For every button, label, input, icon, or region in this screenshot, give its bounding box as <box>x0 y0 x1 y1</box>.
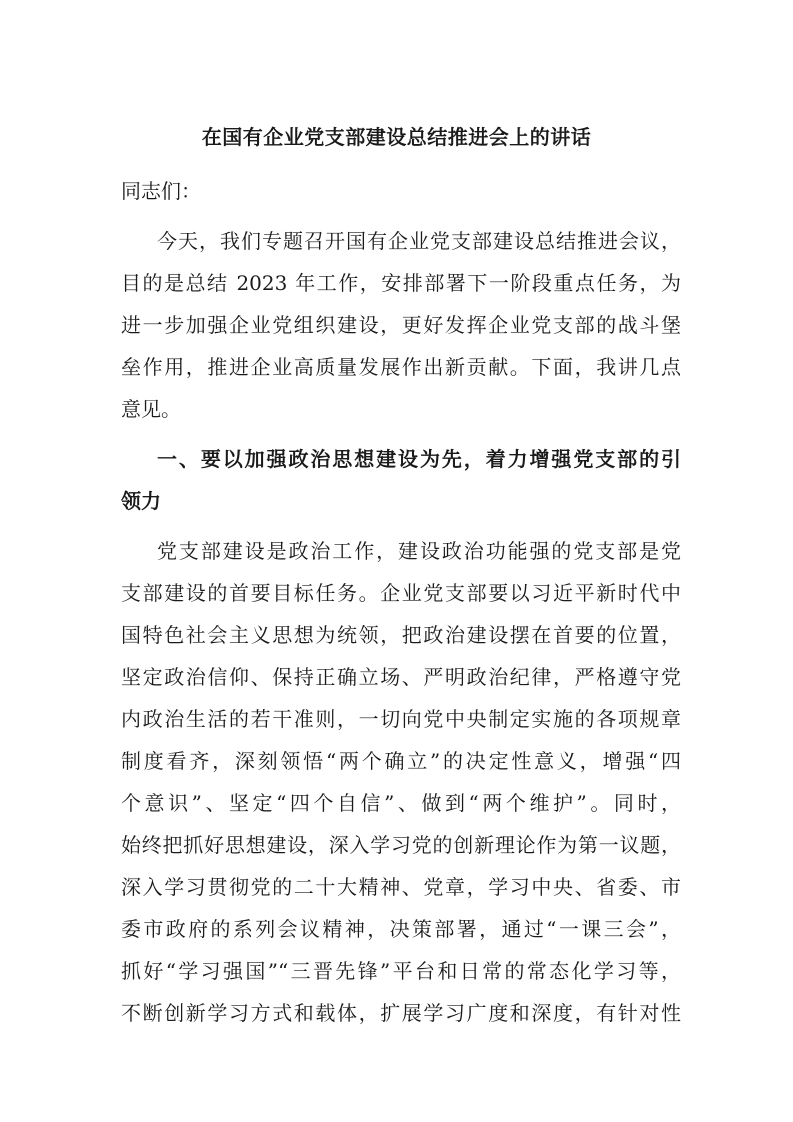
paragraph-line: 国特色社会主义思想为统领，把政治建设摆在首要的位置， <box>121 623 681 647</box>
greeting: 同志们： <box>121 179 201 203</box>
paragraph-line: 抓好“学习强国”“三晋先锋”平台和日常的常态化学习等， <box>121 959 681 983</box>
heading-line: 一、要以加强政治思想建设为先，着力增强党支部的引 <box>157 447 681 471</box>
document-title: 在国有企业党支部建设总结推进会上的讲话 <box>201 125 592 149</box>
paragraph-line: 坚定政治信仰、保持正确立场、严明政治纪律，严格遵守党 <box>121 665 681 689</box>
paragraph-line: 意见。 <box>121 397 181 421</box>
paragraph-line: 委市政府的系列会议精神，决策部署，通过“一课三会”， <box>121 917 681 941</box>
paragraph-line: 目的是总结 2023 年工作，安排部署下一阶段重点任务，为 <box>121 271 681 295</box>
paragraph-line: 垒作用，推进企业高质量发展作出新贡献。下面，我讲几点 <box>121 355 681 379</box>
heading-line: 领力 <box>121 489 161 513</box>
paragraph-line: 不断创新学习方式和载体，扩展学习广度和深度，有针对性 <box>121 1001 681 1025</box>
paragraph-line: 进一步加强企业党组织建设，更好发挥企业党支部的战斗堡 <box>121 313 681 337</box>
paragraph-line: 始终把抓好思想建设，深入学习党的创新理论作为第一议题， <box>121 833 681 857</box>
paragraph-line: 党支部建设是政治工作，建设政治功能强的党支部是党 <box>157 539 681 563</box>
paragraph-line: 制度看齐，深刻领悟“两个确立”的决定性意义，增强“四 <box>121 749 681 773</box>
paragraph-line: 支部建设的首要目标任务。企业党支部要以习近平新时代中 <box>121 581 681 605</box>
paragraph-line: 深入学习贯彻党的二十大精神、党章，学习中央、省委、市 <box>121 875 681 899</box>
paragraph-line: 内政治生活的若干准则，一切向党中央制定实施的各项规章 <box>121 707 681 731</box>
paragraph-line: 个意识”、坚定“四个自信”、做到“两个维护”。同时， <box>121 791 681 815</box>
paragraph-line: 今天，我们专题召开国有企业党支部建设总结推进会议， <box>157 229 681 253</box>
